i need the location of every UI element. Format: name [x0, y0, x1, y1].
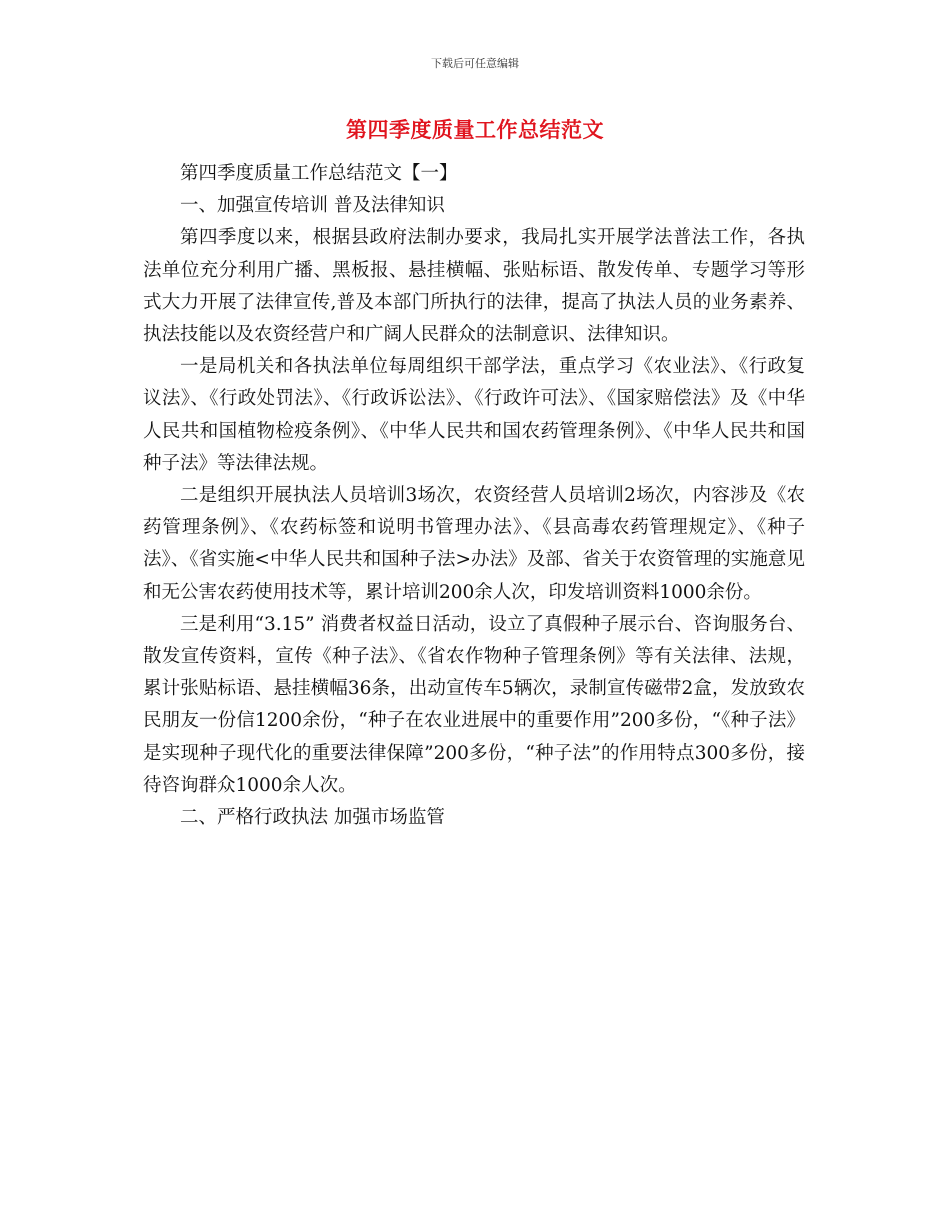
subsection-heading: 一、加强宣传培训 普及法律知识	[180, 195, 445, 217]
paragraph: 二是组织开展执法人员培训3场次，农资经营人员培训2场次，内容涉及《农药管理条例》、《农药标签和说明书管理办法》、《县高毒农药管理规定》、《种子法》、《省实施<中华人民共和国种子法>办法》及部、省关于农资管理的实施意见和无公害农药使用技术等，累计培训200余人次，印发培训资料1000余份。	[143, 485, 805, 603]
document-body	[143, 158, 805, 834]
document-title: 第四季度质量工作总结范文	[346, 118, 604, 142]
section-title: 第四季度质量工作总结范文【一】	[180, 163, 458, 184]
header-note: 下载后可任意编辑	[431, 57, 519, 70]
subsection-heading: 二、严格行政执法 加强市场监管	[180, 807, 445, 829]
paragraph: 三是利用“3.15” 消费者权益日活动，设立了真假种子展示台、咨询服务台、散发宣传资料，宣传《种子法》、《省农作物种子管理条例》等有关法律、法规，累计张贴标语、悬挂横幅36条，出动宣传车5辆次，录制宣传磁带2盒，发放致农民朋友一份信1200余份，“种子在农业进展中的重要作用”200多份，“《种子法》是实现种子现代化的重要法律保障”200多份，“种子法”的作用特点300多份，接待咨询群众1000余人次。	[143, 613, 805, 796]
paragraph: 第四季度以来，根据县政府法制办要求，我局扎实开展学法普法工作，各执法单位充分利用广播、黑板报、悬挂横幅、张贴标语、散发传单、专题学习等形式大力开展了法律宣传,普及本部门所执行的法律，提高了执法人员的业务素养、执法技能以及农资经营户和广阔人民群众的法制意识、法律知识。	[143, 227, 805, 346]
paragraph: 一是局机关和各执法单位每周组织干部学法，重点学习《农业法》、《行政复议法》、《行政处罚法》、《行政诉讼法》、《行政许可法》、《国家赔偿法》及《中华人民共和国植物检疫条例》、《中华人民共和国农药管理条例》、《中华人民共和国种子法》等法律法规。	[143, 356, 805, 474]
